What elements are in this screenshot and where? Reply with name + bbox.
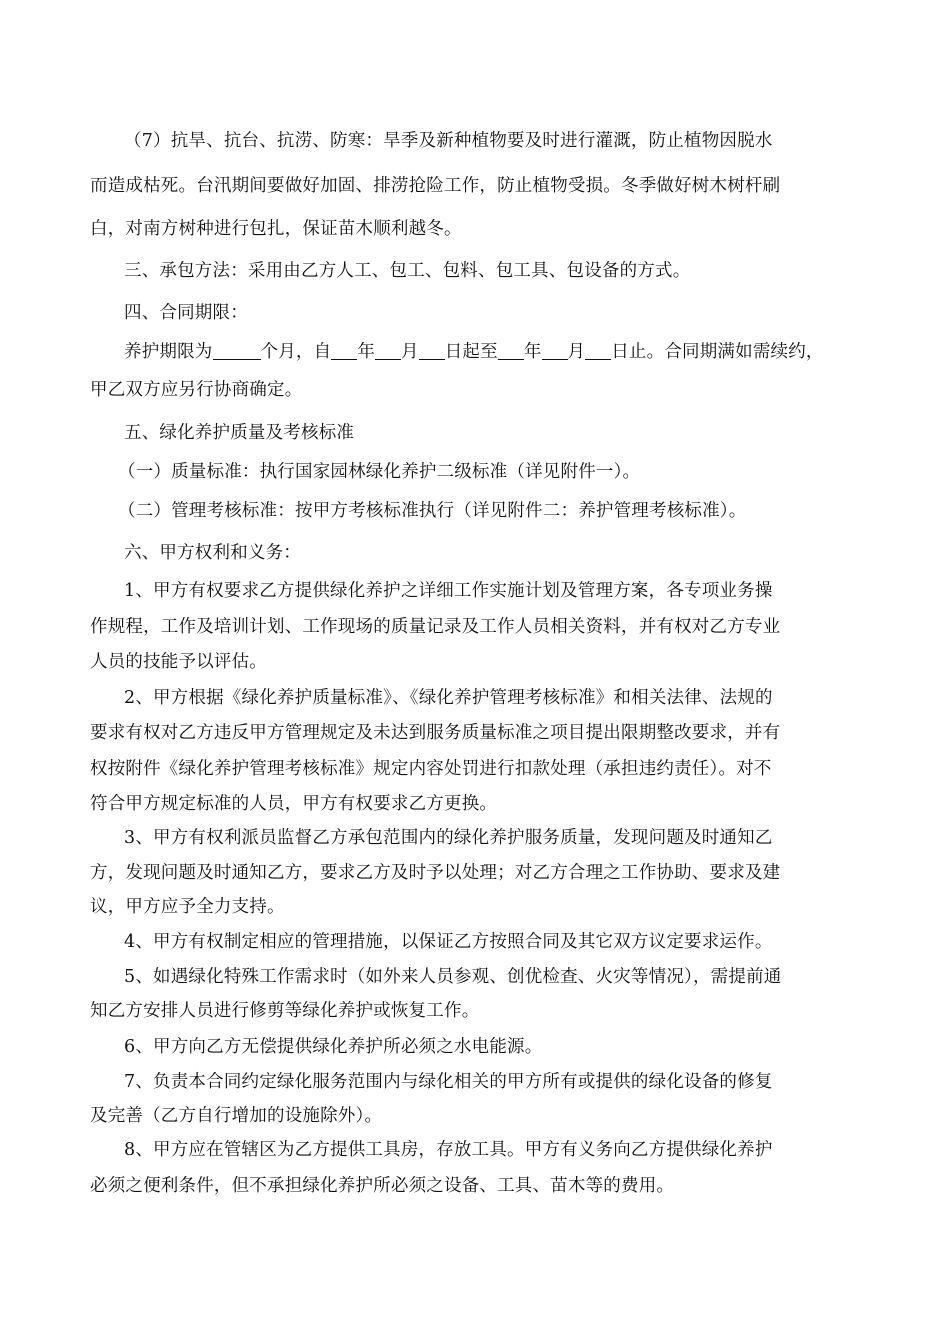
section-heading: 六、甲方权利和义务： (124, 543, 301, 563)
end-day-blank[interactable] (585, 341, 611, 360)
paragraph-line: 符合甲方规定标准的人员，甲方有权要求乙方更换。 (90, 794, 498, 814)
months-blank[interactable] (213, 341, 261, 360)
term-text: 年 (523, 342, 542, 362)
paragraph-line: 方，发现问题及时通知乙方，要求乙方及时予以处理；对乙方合理之工作协助、要求及建 (90, 863, 781, 883)
term-text: 月 (401, 342, 419, 362)
start-month-blank[interactable] (375, 341, 401, 360)
paragraph-line: 知乙方安排人员进行修剪等绿化养护或恢复工作。 (90, 1001, 480, 1021)
paragraph-line: 6、甲方向乙方无偿提供绿化养护所必须之水电能源。 (124, 1037, 543, 1057)
paragraph-line: 而造成枯死。台汛期间要做好加固、排涝抢险工作，防止植物受损。冬季做好树木树杆刷 (90, 176, 781, 196)
paragraph-line: 要求有权对乙方违反甲方管理规定及未达到服务质量标准之项目提出限期整改要求，并有 (90, 723, 781, 743)
paragraph-line: 人员的技能予以评估。 (90, 652, 267, 672)
paragraph-line: 2、甲方根据《绿化养护质量标准》、《绿化养护管理考核标准》和相关法律、法规的 (124, 688, 773, 708)
paragraph-line: 必须之便利条件，但不承担绿化养护所必须之设备、工具、苗木等的费用。 (90, 1176, 675, 1196)
section-heading: 四、合同期限： (124, 303, 248, 323)
paragraph-line: 甲乙双方应另行协商确定。 (90, 380, 303, 400)
term-text: 日止。合同期满如需续约， (611, 342, 824, 362)
end-month-blank[interactable] (542, 341, 568, 360)
paragraph-line: 8、甲方应在管辖区为乙方提供工具房，存放工具。甲方有义务向乙方提供绿化养护 (124, 1140, 773, 1160)
section-heading: 三、承包方法：采用由乙方人工、包工、包料、包工具、包设备的方式。 (124, 261, 691, 281)
paragraph-line: （一）质量标准：执行国家园林绿化养护二级标准（详见附件一）。 (118, 462, 641, 482)
paragraph-line: 1、甲方有权要求乙方提供绿化养护之详细工作实施计划及管理方案，各专项业务操 (124, 581, 773, 601)
paragraph-line: 白，对南方树种进行包扎，保证苗木顺利越冬。 (90, 219, 462, 239)
paragraph-line: 作规程，工作及培训计划、工作现场的质量记录及工作人员相关资料，并有权对乙方专业 (90, 617, 781, 637)
term-text: 日起至 (444, 342, 498, 362)
paragraph-line: 权按附件《绿化养护管理考核标准》规定内容处罚进行扣款处理（承担违约责任）。对不 (90, 759, 772, 779)
start-day-blank[interactable] (419, 341, 445, 360)
paragraph-line: （二）管理考核标准：按甲方考核标准执行（详见附件二：养护管理考核标准）。 (118, 501, 747, 521)
section-heading: 五、绿化养护质量及考核标准 (124, 423, 355, 443)
term-text: 年 (357, 342, 376, 362)
term-text: 养护期限为 (124, 342, 213, 362)
paragraph-line: 3、甲方有权利派员监督乙方承包范围内的绿化养护服务质量，发现问题及时通知乙 (124, 828, 773, 848)
paragraph-line: 5、如遇绿化特殊工作需求时（如外来人员参观、创优检查、火灾等情况），需提前通 (124, 967, 782, 987)
paragraph-line: （7）抗旱、抗台、抗涝、防寒：旱季及新种植物要及时进行灌溉，防止植物因脱水 (124, 131, 773, 151)
start-year-blank[interactable] (331, 341, 357, 360)
contract-term-line (124, 340, 904, 364)
paragraph-line: 4、甲方有权制定相应的管理措施，以保证乙方按照合同及其它双方议定要求运作。 (124, 932, 773, 952)
end-year-blank[interactable] (498, 341, 524, 360)
term-text: 月 (567, 342, 586, 362)
term-text: 个月，自 (260, 342, 332, 362)
paragraph-line: 及完善（乙方自行增加的设施除外）。 (90, 1106, 383, 1126)
paragraph-line: 7、负责本合同约定绿化服务范围内与绿化相关的甲方所有或提供的绿化设备的修复 (124, 1072, 773, 1092)
paragraph-line: 议，甲方应予全力支持。 (90, 897, 285, 917)
